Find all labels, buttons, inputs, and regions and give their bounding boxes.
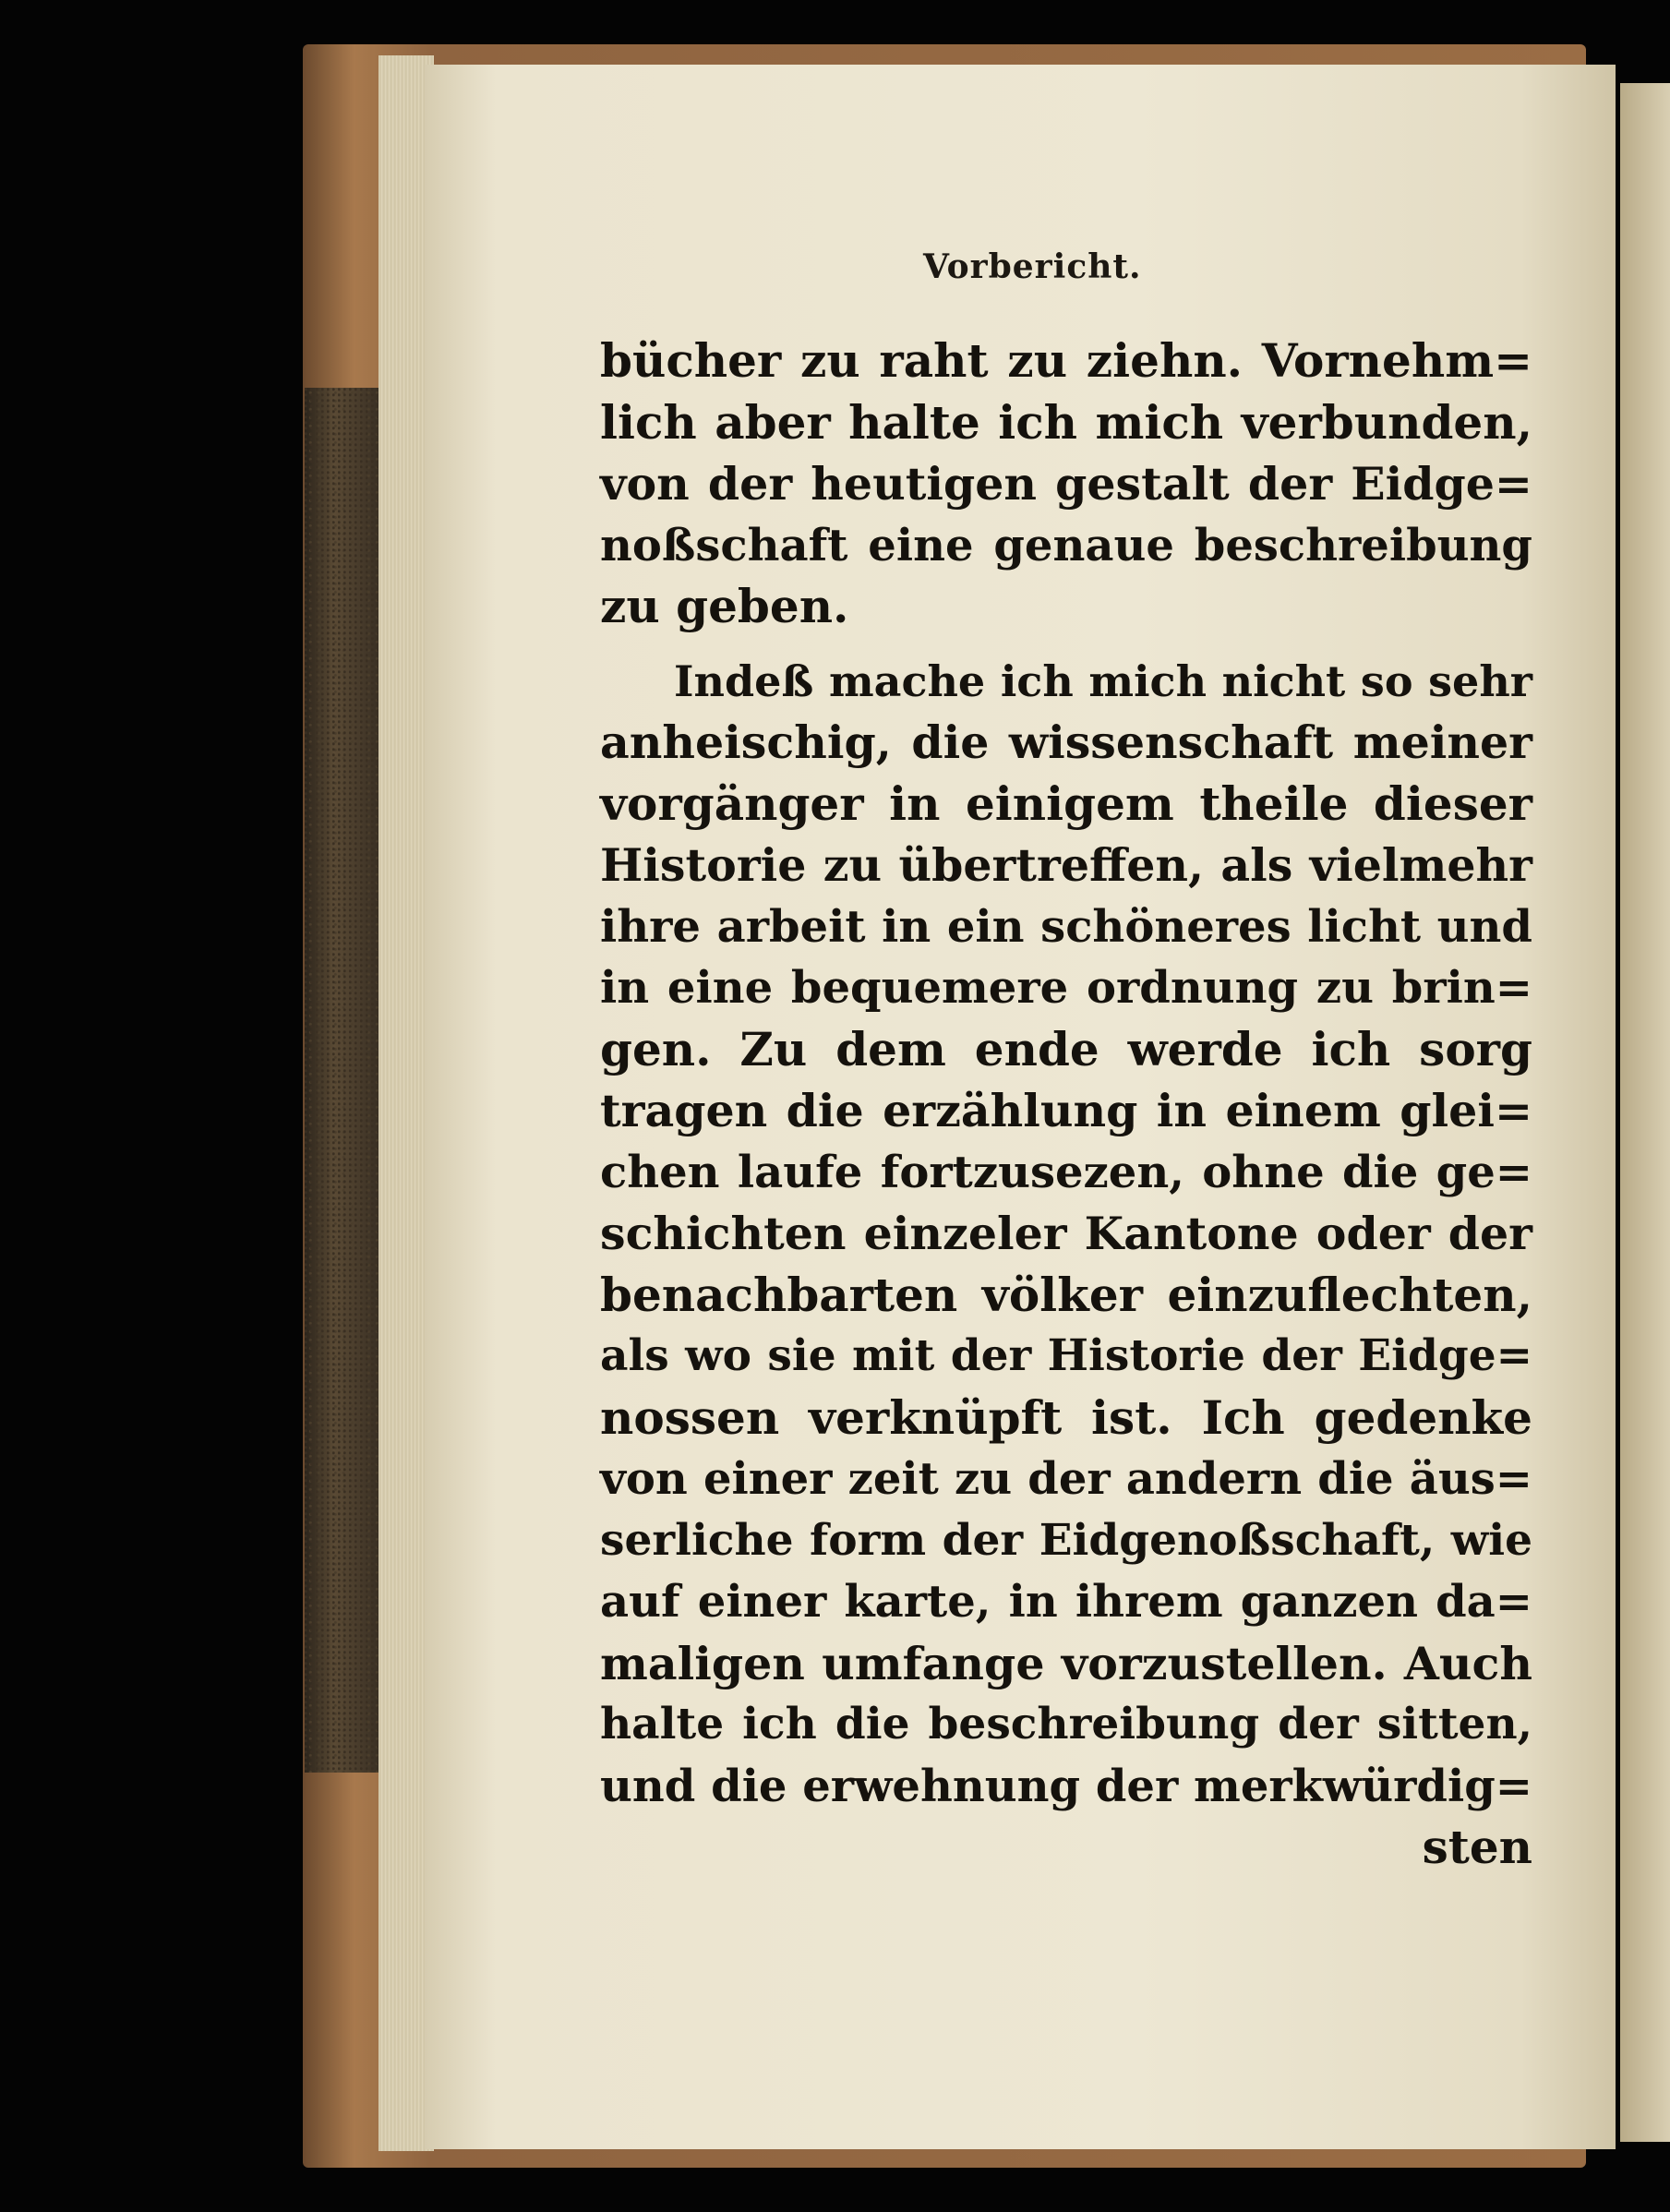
text-line: vorgänger in einigem theile dieser [600, 775, 1532, 831]
catchword: sten [1422, 1820, 1532, 1874]
text-line: gen. Zu dem ende werde ich sorg [600, 1021, 1532, 1076]
text-line: lich aber halte ich mich verbunden, [600, 394, 1532, 450]
text-line: bücher zu raht zu ziehn. Vornehm= [600, 333, 1532, 388]
text-line: von der heutigen gestalt der Eidge= [600, 457, 1532, 511]
text-line: von einer zeit zu der andern die äus= [600, 1453, 1532, 1505]
text-line: Indeß mache ich mich nicht so sehr [674, 655, 1532, 706]
text-line: serliche form der Eidgenoßschaft, wie [600, 1514, 1532, 1566]
text-line: tragen die erzählung in einem glei= [600, 1084, 1532, 1137]
text-line: schichten einzeler Kantone oder der [600, 1207, 1532, 1260]
text-line: in eine bequemere ordnung zu brin= [600, 962, 1532, 1014]
text-line: und die erwehnung der merkwürdig= [600, 1760, 1532, 1812]
text-line: als wo sie mit der Historie der Eidge= [600, 1330, 1532, 1381]
marbled-cover-strip [305, 388, 378, 1773]
facing-page-edge [1620, 83, 1670, 2142]
text-line: noßschaft eine genaue beschreibung [600, 519, 1532, 571]
text-line: ihre arbeit in ein schöneres licht und [600, 900, 1532, 953]
text-line: halte ich die beschreibung der sitten, [600, 1699, 1532, 1749]
page-body [600, 331, 1532, 1879]
text-line: zu geben. [600, 579, 849, 633]
text-line: anheischig, die wissenschaft meiner [600, 715, 1532, 769]
text-line: nossen verknüpft ist. Ich gedenke [600, 1389, 1532, 1445]
text-line: chen laufe fortzusezen, ohne die ge= [600, 1146, 1532, 1198]
text-line: benachbarten völker einzuflechten, [600, 1267, 1532, 1322]
text-line: Historie zu übertreffen, als vielmehr [600, 838, 1532, 892]
text-line: auf einer karte, in ihrem ganzen da= [600, 1576, 1532, 1628]
paragraph-gap [600, 638, 1532, 651]
running-header: Vorbericht. [923, 247, 1142, 286]
text-line: maligen umfange vorzustellen. Auch [600, 1636, 1532, 1690]
